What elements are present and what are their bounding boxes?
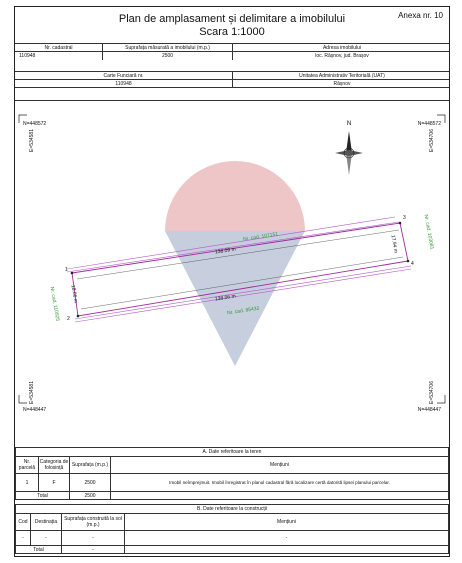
row-category: F [39,474,70,492]
plan-title: Plan de amplasament și delimitare a imobilului [118,13,346,25]
cf-label: Carte Funciară nr. [15,72,233,79]
dim-bottom-label: 138.06 m [214,293,237,303]
coord-right-top: E=534706 [429,129,435,152]
point-1-label: 1 [65,267,68,273]
parcel-drawing [15,101,449,455]
coord-left-top: E=534581 [29,129,35,152]
col-notes-header: Mențiuni [111,457,449,474]
col-code-header: Cod [16,514,31,531]
cadastral-plan-sheet [14,6,450,557]
row-notes: Imobil neîmprejmuit. Imobil înregistrat în planul cadastral fără localizare certă datorită lipsei planului parcelar. [111,474,449,492]
neighbor-bottom-label: Nr. cad. 85432 [226,305,260,317]
watermark-logo [165,161,305,366]
row-destination: - [31,531,62,546]
address-label: Adresa imobilului [322,44,362,51]
corner-mark-bl [19,395,27,403]
total-label-b: Total [16,546,62,554]
section-a [15,447,449,500]
neighbor-top-label: Nr. cad. 107151 [242,231,279,243]
total-label-a: Total [16,492,70,500]
col-category-header: Categoria de folosință [39,457,70,474]
row-notes-b: - [125,531,449,546]
uat-label: Unitatea Administrativ Teritorială (UAT) [299,72,385,79]
col-destination-header: Destinația [31,514,62,531]
row-nr: 1 [16,474,39,492]
coord-tr: N=448572 [417,121,441,127]
col-area-header: Suprafața (m.p.) [70,457,111,474]
neighbor-left-label: Nr. cad. 110925 [48,286,61,322]
area-label: Suprafața măsurată a imobilului (m.p.) [103,44,233,51]
address-value: loc. Râșnov, jud. Brașov [315,53,369,59]
land-table [15,447,449,500]
info1-value-row [15,51,449,60]
info1-header-row [15,43,449,51]
section-b-title: B. Date referitoare la construcții [16,505,449,514]
col-nr-header: Nr. parcelă [16,457,39,474]
cadastral-label: Nr. cadastral [15,44,103,51]
total-value-b: - [62,546,125,554]
row-built-area: - [62,531,125,546]
area-value: 2500 [103,52,233,60]
construction-table [15,504,449,554]
point-3-label: 3 [403,215,406,221]
col-built-area-header: Suprafața construită la sol (m.p.) [62,514,125,531]
north-label: N [346,121,352,127]
map-area [15,100,449,455]
coord-bl: N=448447 [23,407,47,413]
cadastral-value: 110948 [15,52,103,60]
section-a-title: A. Date referitoare la teren [16,448,449,457]
dim-left-label: 18.06 m [69,284,79,304]
section-b [15,504,449,554]
info2-value-row [15,79,449,88]
dim-right-label: 17.94 m [389,234,399,254]
uat-value: Râșnov [333,80,351,87]
total-value-a: 2500 [70,492,111,500]
coord-br: N=448447 [417,407,441,413]
neighbor-right-label: Nr. cad. 103081 [422,214,435,250]
cf-value: 110948 [15,80,233,87]
coord-left-bottom: E=534581 [29,381,35,404]
corner-mark-br [437,395,445,403]
info2-header-row [15,71,449,79]
page-title [15,13,449,39]
row-code: - [16,531,31,546]
coord-tl: N=448572 [23,121,47,127]
plan-scale: Scara 1:1000 [199,26,265,38]
north-arrow-icon [335,131,363,175]
point-2-label: 2 [67,316,70,322]
point-4-label: 4 [411,261,414,267]
dim-top-label: 138.09 m [214,246,237,256]
annex-label: Anexa nr. 10 [398,11,443,20]
coord-right-bottom: E=534706 [429,381,435,404]
col-notes-header-b: Mențiuni [125,514,449,531]
row-area: 2500 [70,474,111,492]
